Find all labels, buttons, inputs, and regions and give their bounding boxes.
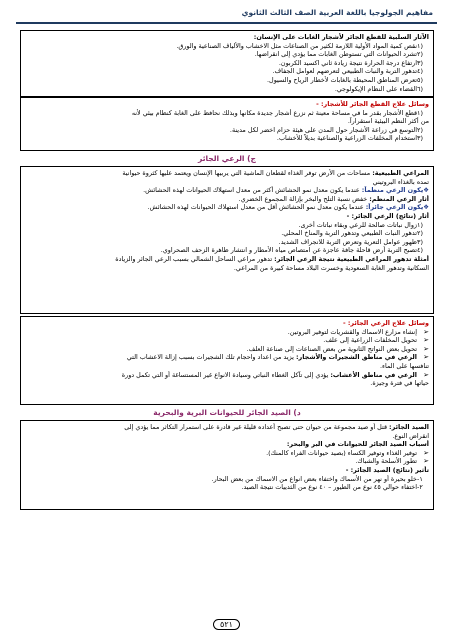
list-item: ➢تطور الأسلحة والشباك. (355, 457, 429, 466)
list-item: ٤)تدهور التربة والنبات الطبيعي لتعرضهم لعوامل الجفاف. (272, 67, 423, 76)
logging-remedies-box (20, 97, 434, 151)
arrow-bullet-icon: ➢ (423, 370, 429, 379)
overgrazing-box (20, 166, 434, 314)
arrow-bullet-icon: ➢ (423, 448, 429, 457)
list-item: ➢توفير الغذاء وتوفير الكساء (بصيد حيوانات الفراء كالمنك). (266, 448, 429, 457)
list-item: ➢إنشاء مزارع الاسماك والقشريات لتوفير البروتين. (287, 327, 429, 336)
list-item: ٥)تعرض المناطق المحيطة بالغابات لأخطار الرياح والسيول. (267, 75, 423, 84)
overhunting-causes-title: أسباب الصيد الجائر للحيوانات في البر والبحر: (286, 440, 429, 449)
overgrazing-effects-title: أثار (نتائج) الرعي الجائر: - (346, 211, 429, 220)
logging-remedies-title: وسائل علاج القطع الجائر للأشجار: - (316, 100, 429, 108)
page-number: ٥٢١ (0, 619, 453, 630)
list-item: ٢)تدهور النبات الطبيعي وتدهور التربة والمناخ المحلي. (281, 229, 423, 238)
star-bullet-icon: ❖ (423, 186, 429, 195)
overhunting-effects-title: تأثير (نتائج) الصيد الجائر: - (345, 465, 429, 474)
list-item: ➢تحويل المخلفات الزراعية إلى علف. (323, 336, 429, 345)
overhunting-box (20, 420, 434, 510)
arrow-bullet-icon: ➢ (423, 353, 429, 362)
list-item: ٣)ارتفاع درجة الحرارة نتيجة زيادة ثاني اكسيد الكربون. (278, 58, 423, 67)
header-rule (16, 22, 437, 24)
section-d-title: د) الصيد الجائر للحيوانات البرية والبحرية (153, 408, 301, 417)
organized-grazing: ❖يكون الرعي منظماً: عندما يكون معدل نمو الحشائش أكثر من معدل استهلاك الحيوانات لهذه الحشائش. (143, 186, 429, 195)
section-c-title: ج) الرعي الجائر (198, 154, 256, 163)
list-item: ٣)استخدام المخلفات الزراعية والصناعية بديلاً للأخشاب. (276, 134, 423, 143)
overgrazing-examples-cont: السكانية وتدهور الغابة السعودية وخسرت البلاد مساحة كبيرة من المراعي. (233, 263, 429, 272)
list-item: ١)قطع الأشجار بقدر ما في مساحة معينة ثم نزرع أشجار جديدة مكانها وبذلك نحافظ على الغابة كنظام بيئي لأنه (131, 108, 423, 117)
shrub-grazing: ➢الرعي في مناطق الشجيرات والأشجار: يزيد من اعداد واحجام تلك الشجيرات بسبب إزالة الاعشاب التي (126, 353, 429, 362)
overhunting-def: الصيد الجائر: قتل أو صيد مجموعة من حيوان حتى تصبح أعداده قليلة غير قادرة على استمرار التكاثر مما يؤدي إلى (124, 423, 429, 431)
grass-grazing-cont: حياتها في فترة وجيزة. (370, 379, 429, 388)
list-item: ٦)القضاء على النظام الإيكولوجي. (334, 84, 423, 93)
natural-pastures-def: المراعي الطبيعية: مساحات من الأرض توفر الغذاء لقطعان الماشية التي يربيها الإنسان ويعتمد عليها كثروة حيوانية (122, 169, 429, 177)
arrow-bullet-icon: ➢ (423, 336, 429, 345)
overhunting-def-cont: انقراض النوع. (392, 431, 429, 440)
arrow-bullet-icon: ➢ (423, 344, 429, 353)
negative-effects-box (20, 30, 434, 97)
overgrazing-remedies-box (20, 316, 434, 405)
shrub-grazing-cont: تنافسها على الماء. (379, 361, 429, 370)
overgrazing-examples: أمثلة تدهور المراعي الطبيعية نتيجة الرعي الجائر: تدهور مراعي الساحل الشمالي بسبب الرعي الجائر والزيادة (115, 254, 429, 263)
natural-pastures-def-cont: تمده بالغذاء البروتيني (372, 177, 429, 186)
overgrazing-remedies-title: وسائل علاج الرعي الجائر: - (342, 319, 429, 327)
overgrazing-def: ❖يكون الرعي جائراً: عندما يكون معدل نمو الحشائش أقل من معدل استهلاك الحيوانات لهذه الحشائش. (147, 203, 429, 212)
list-item: -١خلو بحيرة أو نهر من الأسماك واختفاء بعض انواع من الاسماك من بعض البحار. (211, 474, 423, 483)
list-item: ١)نقص كمية المواد الأولية اللازمة لكثير من الصناعات مثل الاخشاب والألياف الصناعية والورق. (176, 41, 423, 50)
list-item-continued: من أكثر النظم البيئية استقراراً. (347, 117, 429, 126)
page-header: مفاهيم الجولوجيا باللغة العربية الصف الثالث الثانوي (241, 8, 433, 17)
list-item: ١)زوال نباتات صالحة للرعي وبقاء نباتات أخرى. (298, 220, 423, 229)
list-item: ٤)تصبح التربة أرض قاحلة جافة عاجزة عن امتصاص مياه الأمطار و انتشار ظاهرة الزحف الصحراوي. (160, 246, 423, 255)
list-item: ٢)تشرد الحيوانات التي تستوطن الغابات مما يؤدي إلى انقراضها. (254, 50, 423, 59)
arrow-bullet-icon: ➢ (423, 327, 429, 336)
list-item: -٢اختفاء حوالي ٤٥ نوع من الطيور – ٤٠ نوع من الثدييات نتيجة الصيد. (241, 483, 423, 492)
organized-grazing-effects: أثار الرعي المنظم: خفض نسبة التلح والبخر بإزالة المجموع الخضري. (238, 194, 429, 203)
list-item: ٢)التوسع في زراعة الأشجار حول المدن على هيئة حزام اخضر لكل مدينة. (229, 125, 423, 134)
list-item: ➢تحويل بعض النواتج الثانوية من بعض الصناعات إلى صناعة العلف. (246, 344, 429, 353)
arrow-bullet-icon: ➢ (423, 457, 429, 466)
grass-grazing: ➢الرعي في مناطق الأعشاب: يؤدي إلى تآكل الغطاء النباتي وسيادة الانواع غير المستساغة أو التي تكمل دورة (121, 370, 429, 379)
star-bullet-icon: ❖ (423, 203, 429, 212)
list-item: ٣)ظهور عوامل التعرية وتعرض التربة للانجراف الشديد. (278, 237, 423, 246)
negative-effects-title: الآثار السلبية للقطع الجائر لأشجار الغابات على الإنسان: (253, 33, 429, 41)
